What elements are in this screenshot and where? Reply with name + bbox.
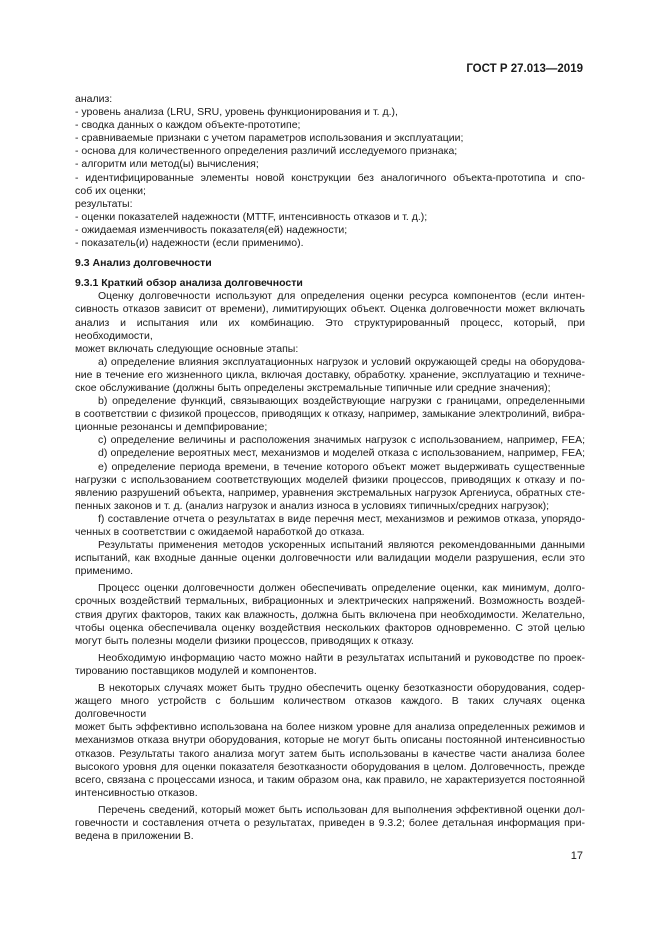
text-line: нагрузки с использованием соответствующих моделей физики процессов, приводящих к отказу и по- — [75, 473, 585, 486]
text-line: срочных воздействий термальных, вибрационных и электрических напряжений. Возможность воздей- — [75, 595, 585, 608]
text-line: ченных в соответствии с ожидаемой наработкой до отказа. — [75, 526, 365, 538]
text-line: e) определение периода времени, в течение которого объект может выдерживать существенные — [98, 460, 585, 473]
text-line: чтобы оценка обеспечивала оценку воздействия нескольких факторов одновременно. С этой целью — [75, 621, 585, 634]
text-line: тированию поставщиков модулей и компонентов. — [75, 664, 317, 677]
text-line: a) определение влияния эксплуатационных нагрузок и условий окружающей среды на оборудова- — [98, 355, 585, 368]
text-line: d) определение вероятных мест, механизмов и моделей отказа с использованием, например, FEA; — [98, 447, 585, 460]
text-line: ское обслуживание (должны быть определены экстремальные типичные или средние значения); — [75, 381, 551, 394]
text-line: механизмов отказа внутри оборудования, которые не могут быть описаны постоянной интенсивностью — [75, 734, 585, 747]
text-line: ционные резонансы и демпфирование; — [75, 421, 268, 434]
text-line: высокого уровня для оценки показателя безотказности оборудования в целом. Долговечность, прежде — [75, 760, 585, 773]
text-line: применимо. — [75, 565, 134, 578]
text-line: ведена в приложении В. — [75, 830, 194, 843]
text-line: В некоторых случаях может быть трудно обеспечить оценку безотказности оборудования, содер- — [98, 682, 585, 695]
text-line: жащего много устройств с большим количеством отказов каждого. В таких случаях оценка долговечности — [75, 695, 585, 721]
document-body — [75, 93, 585, 843]
text-line: Результаты применения методов ускоренных испытаний являются рекомендованными данными — [98, 539, 585, 552]
section-heading: 9.3 Анализ долговечности — [75, 257, 212, 270]
text-line: говечности и составления отчета о результатах, приведен в 9.3.2; более детальная информация при- — [75, 816, 585, 829]
page-number: 17 — [570, 850, 583, 862]
text-line: - оценки показателей надежности (MTTF, интенсивность отказов и т. д.); — [75, 210, 428, 223]
paragraph-spacer — [75, 270, 585, 277]
text-line: анализ и испытания или их комбинацию. Это структурированный процесс, который, при необходимости, — [75, 316, 585, 342]
text-line: Перечень сведений, который может быть использован для выполнения эффективной оценки дол- — [98, 803, 585, 816]
text-line: ние в течение его жизненного цикла, включая доставку, обработку. хранение, эксплуатацию и техниче- — [75, 368, 585, 381]
text-line: отказов. Результаты такого анализа могут затем быть использованы в качестве части анализа более — [75, 747, 585, 760]
text-line: - идентифицированные элементы новой конструкции без аналогичного объекта-прототипа и спо- — [75, 171, 585, 184]
text-line: анализ: — [75, 93, 113, 105]
section-heading: 9.3.1 Краткий обзор анализа долговечности — [75, 277, 303, 290]
text-line: - уровень анализа (LRU, SRU, уровень функционирования и т. д.), — [75, 106, 398, 119]
text-line: f) составление отчета о результатах в виде перечня мест, механизмов и режимов отказа, упорядо- — [98, 512, 585, 525]
text-line: Необходимую информацию часто можно найти в результатах испытаний и руководстве по проек- — [98, 651, 585, 664]
text-line: - основа для количественного определения различий исследуемого признака; — [75, 145, 458, 158]
text-line: c) определение величины и расположения значимых нагрузок с использованием, например, FEA; — [98, 434, 585, 447]
text-line: может быть эффективно использована на более низком уровне для анализа определенных режимов и — [75, 721, 585, 734]
text-line: интенсивностью отказов. — [75, 786, 198, 799]
text-line: - сравниваемые признаки с учетом параметров использования и эксплуатации; — [75, 132, 464, 145]
paragraph-spacer — [75, 250, 585, 257]
text-line: результаты: — [75, 197, 133, 210]
text-line: испытаний, как входные данные оценки долговечности или валидации модели разрушения, если это — [75, 552, 585, 565]
text-line: - алгоритм или метод(ы) вычисления; — [75, 158, 259, 171]
text-line: явлению разрушений объекта, например, уравнения экстремальных нагрузок Аргениуса, обратных сте- — [75, 486, 585, 499]
text-line: в соответствии с физикой процессов, приводящих к отказу, например, замыкание электролиний, вибра- — [75, 408, 585, 421]
text-line: всего, связана с процессами износа, и таким образом она, как правило, не характеризуется постоянной — [75, 773, 585, 786]
text-line: Процесс оценки долговечности должен обеспечивать определение оценки, как минимум, долго- — [98, 582, 585, 595]
text-line: могут быть полезны модели физики процессов, приводящих к отказу. — [75, 634, 414, 647]
standard-designation: ГОСТ Р 27.013—2019 — [466, 63, 583, 75]
text-line: b) определение функций, связывающих воздействующие нагрузки с границами, определенными — [98, 395, 585, 408]
text-line: - ожидаемая изменчивость показателя(ей) надежности; — [75, 223, 348, 236]
text-line: - показатель(и) надежности (если применимо). — [75, 237, 304, 250]
text-line: - сводка данных о каждом объекте-прототипе; — [75, 119, 301, 132]
text-line: соб их оценки; — [75, 184, 146, 197]
text-line: ствия других факторов, таких как влажность, должна быть включена при необходимости. Желательно, — [75, 608, 585, 621]
text-line: Оценку долговечности используют для определения оценки ресурса компонентов (если интен- — [98, 290, 585, 303]
text-line: может включать следующие основные этапы: — [75, 342, 299, 355]
text-line: пенных законов и т. д. (анализ нагрузок и анализ износа в условиях типичных/средних нагрузок); — [75, 499, 549, 512]
text-line: сивность отказов зависит от времени), лимитирующих объект. Оценка долговечности может включать — [75, 303, 585, 316]
